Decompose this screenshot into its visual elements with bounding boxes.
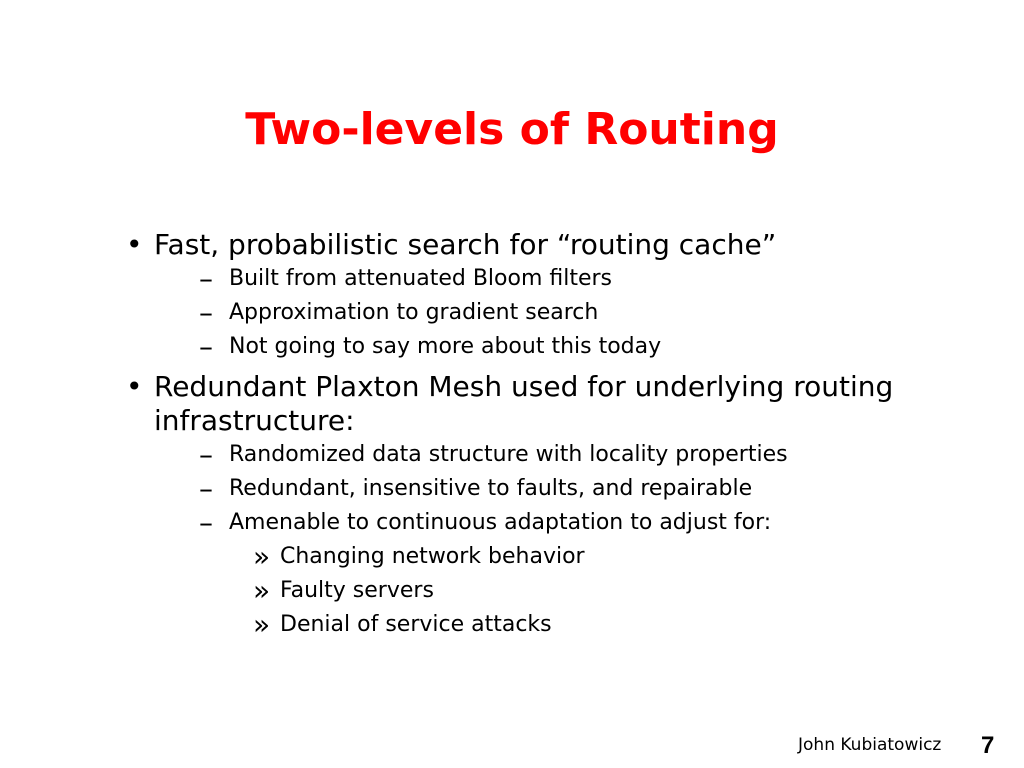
sub-bullet-text: Redundant, insensitive to faults, and repairable: [229, 476, 753, 501]
sub-bullet-item: [154, 262, 904, 296]
sub-sub-bullet-text: Changing network behavior: [280, 544, 585, 569]
sub-bullet-item: [154, 296, 904, 330]
footer-author: John Kubiatowicz: [798, 735, 942, 755]
chevron-marker: »: [253, 574, 271, 607]
sub-sub-bullet-text: Faulty servers: [280, 578, 434, 603]
chevron-marker: »: [253, 540, 271, 573]
bullet-text: Redundant Plaxton Mesh used for underlying routing infrastructure:: [154, 370, 894, 437]
sub-bullet-item: [154, 330, 904, 364]
bullet-text: Fast, probabilistic search for “routing cache”: [154, 228, 777, 261]
sub-sub-bullet-item: [154, 540, 904, 574]
sub-bullet-item: [154, 506, 904, 540]
dash-marker: –: [199, 330, 213, 363]
sub-sub-bullet-list: [154, 540, 904, 642]
bullet-marker: •: [126, 228, 143, 261]
dash-marker: –: [199, 438, 213, 471]
bullet-item: [124, 228, 904, 364]
sub-sub-bullet-item: [154, 574, 904, 608]
sub-bullet-item: [154, 472, 904, 506]
bullet-marker: •: [126, 370, 143, 403]
page-number: 7: [981, 732, 995, 759]
sub-bullet-text: Not going to say more about this today: [229, 334, 662, 359]
dash-marker: –: [199, 296, 213, 329]
dash-marker: –: [199, 506, 213, 539]
chevron-marker: »: [253, 608, 271, 641]
slide-body: [124, 222, 904, 642]
sub-bullet-text: Amenable to continuous adaptation to adjust for:: [229, 510, 772, 535]
dash-marker: –: [199, 472, 213, 505]
sub-bullet-item: [154, 438, 904, 472]
sub-bullet-text: Approximation to gradient search: [229, 300, 599, 325]
sub-sub-bullet-text: Denial of service attacks: [280, 612, 552, 637]
sub-bullet-list: [154, 438, 904, 540]
dash-marker: –: [199, 262, 213, 295]
sub-bullet-text: Randomized data structure with locality properties: [229, 442, 788, 467]
sub-bullet-text: Built from attenuated Bloom filters: [229, 266, 613, 291]
slide-title: Two-levels of Routing: [245, 104, 779, 155]
sub-sub-bullet-item: [154, 608, 904, 642]
bullet-item: [124, 370, 904, 642]
sub-bullet-list: [154, 262, 904, 364]
